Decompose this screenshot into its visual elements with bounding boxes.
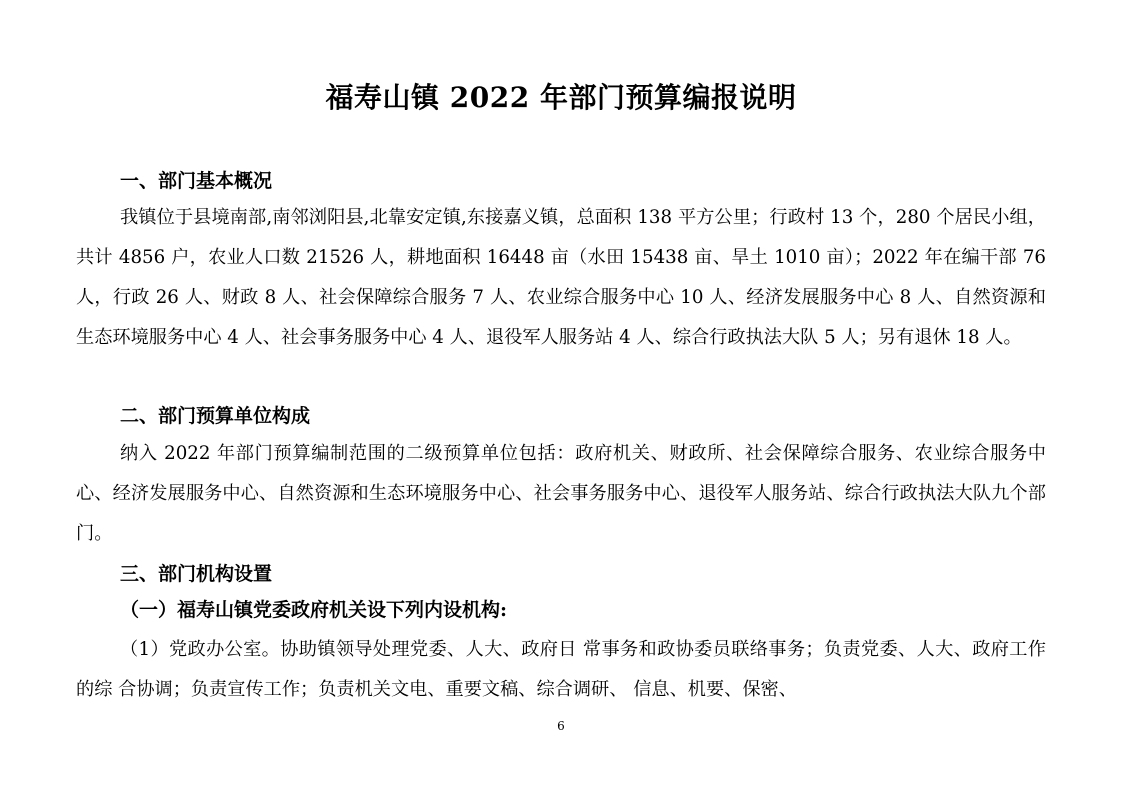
section-heading-basic-overview: 一、部门基本概况 (120, 170, 273, 192)
document-title: 福寿山镇 2022 年部门预算编报说明 (325, 81, 797, 114)
page-number: 6 (557, 719, 565, 733)
section-paragraph-budget-units: 纳入 2022 年部门预算编制范围的二级预算单位包括：政府机关、财政所、社会保障综合服务、农业综合服务中心、经济发展服务中心、自然资源和生态环境服务中心、社会事务服务中心、退役军人服务站、综合行政执法大队九个部门。 (76, 443, 1046, 544)
subsection-heading-internal-institutions: （一）福寿山镇党委政府机关设下列内设机构: (120, 599, 508, 621)
section-paragraph-basic-overview: 我镇位于县境南部,南邻浏阳县,北靠安定镇,东接嘉义镇，总面积 138 平方公里；行政村 13 个，280 个居民小组，共计 4856 户，农业人口数 21526 人，耕地面积 16448 亩（水田 15438 亩、旱土 1010 亩）；2022 年在编干部 76 人，行政 26 人、财政 8 人、社会保障综合服务 7 人、农业综合服务中心 10 人、经济发展服务中心 8 人、自然资源和生态环境服务中心 4 人、社会事务服务中心 4 人、退役军人服务站 4 人、综合行政执法大队 5 人；另有退休 18 人。 (76, 207, 1046, 348)
section-paragraph-party-office: （1）党政办公室。协助镇领导处理党委、人大、政府日 常事务和政协委员联络事务；负责党委、人大、政府工作的综 合协调；负责宣传工作；负责机关文电、重要文稿、综合调研、 信息、机要、保密、 (76, 639, 1046, 700)
section-heading-organization: 三、部门机构设置 (120, 563, 273, 585)
section-heading-budget-units: 二、部门预算单位构成 (120, 405, 311, 427)
